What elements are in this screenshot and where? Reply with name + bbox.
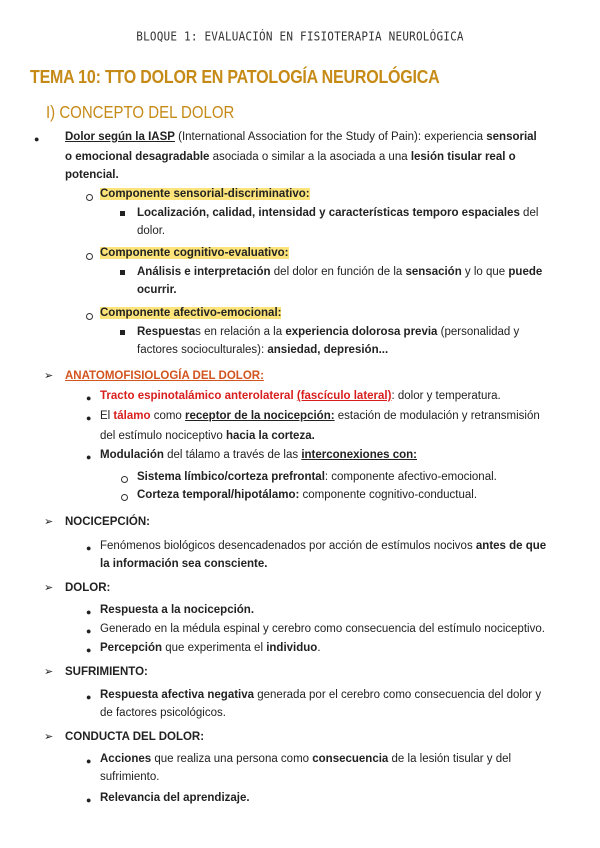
text: Percepción: [100, 642, 162, 654]
arrow-bullet-icon: ➢: [44, 370, 54, 382]
component-detail: [137, 265, 542, 279]
text: que experimenta el: [162, 642, 267, 654]
nocicepcion-line-2: la información sea consciente.: [100, 558, 268, 570]
dolor-bullet-1: Respuesta a la nocicepción.: [100, 604, 255, 616]
component-heading: [100, 187, 310, 201]
arrow-bullet-icon: ➢: [44, 666, 54, 678]
circle-bullet-icon: [121, 476, 128, 483]
text: experiencia dolorosa previa: [285, 326, 438, 338]
text: ansiedad, depresión...: [267, 344, 389, 356]
sufrimiento-line-1: [100, 688, 541, 702]
square-bullet-icon: [120, 270, 125, 275]
nocicepcion-line-1: [100, 539, 546, 553]
conducta-bullet-2: Relevancia del aprendizaje.: [100, 792, 250, 804]
bullet-dot-icon: ●: [86, 756, 92, 766]
text: (personalidad y: [437, 326, 520, 338]
arrow-bullet-icon: ➢: [44, 516, 54, 528]
text: antes de que: [475, 540, 547, 552]
bullet-dot-icon: ●: [86, 452, 92, 462]
component-heading: [100, 246, 289, 260]
text: generada por el cerebro como consecuencia del dolor y: [254, 689, 542, 701]
text: ANATOMOFISIOLOGÍA DEL DOLOR:: [65, 370, 264, 382]
section-title: I) CONCEPTO DEL DOLOR: [46, 103, 235, 123]
iasp-line-1: [65, 130, 537, 144]
text: del estímulo nociceptivo: [100, 430, 226, 442]
text: receptor de la nocicepción:: [185, 410, 335, 422]
text: Acciones: [100, 753, 152, 765]
text: que realiza una persona como: [151, 753, 313, 765]
text: Sistema límbico/corteza prefrontal: [137, 471, 325, 483]
dolor-heading: DOLOR:: [65, 582, 111, 594]
anatomo-sub-1: [137, 470, 497, 484]
text: Corteza temporal/hipotálamo:: [137, 489, 300, 501]
bullet-dot-icon: ●: [86, 626, 92, 636]
text: Componente sensorial-discriminativo:: [100, 188, 310, 200]
anatomo-bullet-2-cont: [100, 429, 315, 443]
text: del tálamo a través de las: [163, 449, 302, 461]
bullet-dot-icon: ●: [86, 543, 92, 553]
text: (fascículo lateral): [296, 390, 392, 402]
component-detail-cont: dolor.: [137, 225, 166, 237]
circle-bullet-icon: [86, 253, 93, 260]
topic-title: TEMA 10: TTO DOLOR EN PATOLOGÍA NEUROLÓGICA: [30, 68, 440, 88]
component-heading: [100, 306, 281, 320]
arrow-bullet-icon: ➢: [44, 731, 54, 743]
bullet-dot-icon: ●: [86, 393, 92, 403]
text: estación de modulación y retransmisión: [334, 410, 540, 422]
text: Localización, calidad, intensidad y características temporo espaciales: [137, 207, 520, 219]
text: Análisis e interpretación: [137, 266, 271, 278]
anatomo-heading: [65, 369, 264, 383]
square-bullet-icon: [120, 330, 125, 335]
text: puede: [508, 266, 543, 278]
text: asociada o similar a la asociada a una: [209, 151, 411, 163]
component-detail: [137, 325, 519, 339]
conducta-heading: CONDUCTA DEL DOLOR:: [65, 731, 205, 743]
text: Fenómenos biológicos desencadenados por acción de estímulos nocivos: [100, 540, 476, 552]
text: Respuesta afectiva negativa: [100, 689, 255, 701]
bullet-dot-icon: ●: [86, 795, 92, 805]
text: interconexiones con:: [301, 449, 417, 461]
text: sensorial: [486, 131, 537, 143]
bullet-dot-icon: ●: [86, 607, 92, 617]
dolor-bullet-3: [100, 641, 321, 655]
anatomo-bullet-1: [100, 389, 501, 403]
bullet-dot-icon: ●: [34, 134, 40, 144]
anatomo-sub-2: [137, 488, 477, 502]
text: sensación: [405, 266, 462, 278]
text: de la lesión tisular y del: [388, 753, 512, 765]
anatomo-bullet-3: [100, 448, 417, 462]
text: Tracto espinotalámico anterolateral: [100, 390, 294, 402]
arrow-bullet-icon: ➢: [44, 582, 54, 594]
text: lesión tisular real o: [410, 151, 516, 163]
text: del: [519, 207, 539, 219]
text: : dolor y temperatura.: [391, 390, 501, 402]
iasp-term: Dolor según la IASP: [65, 131, 175, 143]
text: El: [100, 410, 114, 422]
conducta-bullet-1-cont: sufrimiento.: [100, 771, 160, 783]
nocicepcion-heading: NOCICEPCIÓN:: [65, 516, 150, 528]
text: Respuesta: [137, 326, 196, 338]
conducta-bullet-1: [100, 752, 511, 766]
sufrimiento-heading: SUFRIMIENTO:: [65, 666, 148, 678]
text: del dolor en función de la: [270, 266, 406, 278]
circle-bullet-icon: [86, 313, 93, 320]
text: .: [317, 642, 321, 654]
text: Componente afectivo-emocional:: [100, 307, 282, 319]
bullet-dot-icon: ●: [86, 692, 92, 702]
square-bullet-icon: [120, 211, 125, 216]
page-header: BLOQUE 1: EVALUACIÓN EN FISIOTERAPIA NEUROLÓGICA: [136, 29, 464, 44]
text: factores socioculturales):: [137, 344, 268, 356]
text: (International Association for the Study of Pain): experiencia: [174, 131, 487, 143]
dolor-bullet-2: Generado en la médula espinal y cerebro como consecuencia del estímulo nociceptivo.: [100, 623, 545, 635]
text: como: [150, 410, 186, 422]
component-detail-cont: [137, 343, 388, 357]
text: : componente afectivo-emocional.: [324, 471, 497, 483]
component-detail: [137, 206, 538, 220]
bullet-dot-icon: ●: [86, 413, 92, 423]
text: consecuencia: [312, 753, 389, 765]
component-detail-cont: ocurrir.: [137, 284, 177, 296]
text: componente cognitivo-conductual.: [299, 489, 478, 501]
sufrimiento-line-2: de factores psicológicos.: [100, 707, 226, 719]
text: individuo: [266, 642, 318, 654]
text: Modulación: [100, 449, 164, 461]
iasp-line-3: potencial.: [65, 169, 119, 181]
bullet-dot-icon: ●: [86, 645, 92, 655]
text: y lo que: [461, 266, 509, 278]
text: s en relación a la: [195, 326, 286, 338]
text: tálamo: [113, 410, 151, 422]
anatomo-bullet-2: [100, 409, 540, 423]
circle-bullet-icon: [86, 194, 93, 201]
circle-bullet-icon: [121, 494, 128, 501]
iasp-line-2: [65, 150, 516, 164]
text: hacia la corteza.: [225, 430, 315, 442]
text: Componente cognitivo-evaluativo:: [100, 247, 289, 259]
text: o emocional desagradable: [65, 151, 210, 163]
